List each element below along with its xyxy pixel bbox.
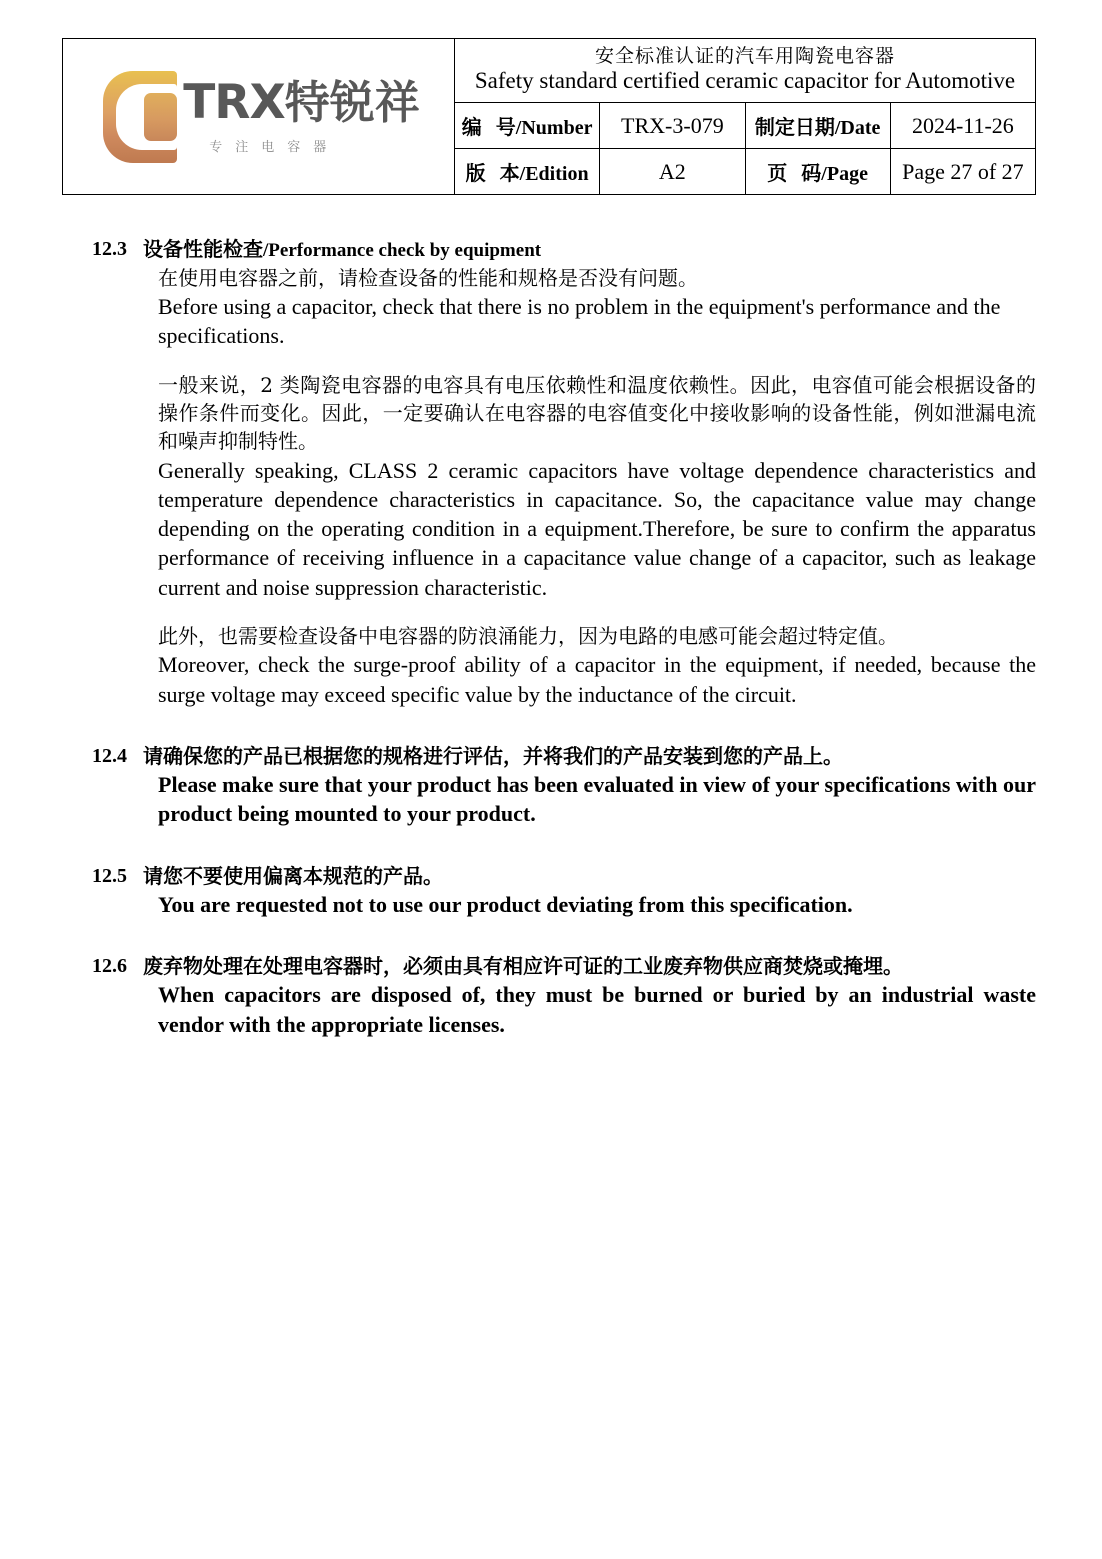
field-label-page-cn1: 页 bbox=[767, 163, 788, 185]
trx-capacitor-c-mark-icon bbox=[103, 71, 177, 163]
section-12-3-title bbox=[143, 236, 541, 264]
section-12-6-heading bbox=[92, 953, 1036, 980]
paragraph-en-bold: Please make sure that your product has been evaluated in view of your specifications with our product being mounted to your product. bbox=[158, 771, 1036, 827]
field-label-edition-cn2: 本 bbox=[499, 163, 520, 185]
field-label-number-cn2: 号 bbox=[495, 117, 516, 139]
paragraph-cn: 此外，也需要检查设备中电容器的防浪涌能力，因为电路的电感可能会超过特定值。 bbox=[158, 623, 898, 648]
section-12-5-title: 请您不要使用偏离本规范的产品。 bbox=[143, 863, 443, 888]
section-12-5-heading bbox=[92, 863, 1036, 890]
paragraph-en: Moreover, check the surge-proof ability of a capacitor in the equipment, if needed, because the surge voltage may exceed specific value by the inductance of the circuit. bbox=[158, 652, 1036, 707]
paragraph-en: Generally speaking, CLASS 2 ceramic capacitors have voltage dependence characteristics and temperature dependence characteristics in capacitance. So, the capacitance value may change depending on the operating condition in a equipment.Therefore, be sure to confirm the apparatus performance of receiving influence in a capacitance value change of a capacitor, such as leakage current and noise suppression characteristic. bbox=[158, 457, 1036, 600]
field-label-edition bbox=[455, 149, 600, 195]
field-value-date: 2024-11-26 bbox=[890, 103, 1035, 149]
section-12-3-body bbox=[92, 264, 1036, 709]
paragraph-en-bold: You are requested not to use our product deviating from this specification. bbox=[158, 891, 853, 917]
document-title-cn: 安全标准认证的汽车用陶瓷电容器 bbox=[594, 44, 895, 67]
logo-wordmark-cn: 特锐祥 bbox=[284, 75, 420, 129]
field-value-number: TRX-3-079 bbox=[600, 103, 745, 149]
field-label-number-en: /Number bbox=[515, 117, 593, 139]
paragraph-en: Before using a capacitor, check that there is no problem in the equipment's performance and the specifications. bbox=[158, 294, 1001, 349]
section-12-4 bbox=[92, 743, 1036, 829]
field-label-page-en: /Page bbox=[821, 163, 868, 185]
document-title-cell bbox=[455, 39, 1036, 103]
section-12-4-body bbox=[92, 770, 1036, 829]
section-12-3-number: 12.3 bbox=[92, 238, 127, 260]
section-12-3 bbox=[92, 236, 1036, 709]
section-12-6-title: 废弃物处理在处理电容器时，必须由具有相应许可证的工业废弃物供应商焚烧或掩埋。 bbox=[143, 954, 903, 979]
logo-wordmark-latin: TRX bbox=[183, 74, 285, 130]
field-label-number-cn1: 编 bbox=[461, 117, 482, 139]
field-label-date bbox=[745, 103, 890, 149]
paragraph-cn: 在使用电容器之前，请检查设备的性能和规格是否没有问题。 bbox=[158, 265, 698, 290]
field-label-edition-en: /Edition bbox=[519, 163, 589, 185]
header-table bbox=[62, 38, 1036, 195]
section-12-4-heading bbox=[92, 743, 1036, 770]
field-label-date-cn: 制定日期 bbox=[754, 117, 835, 139]
document-body bbox=[92, 236, 1036, 1039]
section-12-3-title-cn: 设备性能检查 bbox=[143, 237, 263, 261]
section-12-5-number: 12.5 bbox=[92, 864, 127, 887]
section-12-3-heading bbox=[92, 236, 1036, 264]
field-label-page-cn2: 码 bbox=[801, 163, 822, 185]
document-title-en: Safety standard certified ceramic capacitor for Automotive bbox=[474, 68, 1016, 94]
paragraph-cn: 一般来说，2 类陶瓷电容器的电容具有电压依赖性和温度依赖性。因此，电容值可能会根据设备的操作条件而变化。因此，一定要确认在电容器的电容值变化中接收影响的设备性能，例如泄漏电流和噪声抑制特性。 bbox=[158, 372, 1036, 454]
field-value-page: Page 27 of 27 bbox=[890, 149, 1035, 195]
section-12-6 bbox=[92, 953, 1036, 1039]
company-logo-cell bbox=[63, 39, 455, 195]
field-value-edition: A2 bbox=[600, 149, 745, 195]
document-header bbox=[62, 38, 1036, 186]
field-label-number bbox=[455, 103, 600, 149]
section-12-4-number: 12.4 bbox=[92, 744, 127, 767]
section-12-4-title: 请确保您的产品已根据您的规格进行评估，并将我们的产品安装到您的产品上。 bbox=[143, 743, 843, 768]
section-12-3-title-en: /Performance check by equipment bbox=[263, 240, 542, 261]
section-12-6-number: 12.6 bbox=[92, 955, 127, 978]
paragraph-en-bold: When capacitors are disposed of, they must be burned or buried by an industrial waste vendor with the appropriate licenses. bbox=[158, 982, 1036, 1037]
logo-tagline: 专注电容器 bbox=[209, 139, 340, 155]
field-label-date-en: /Date bbox=[834, 117, 881, 139]
section-12-5 bbox=[92, 863, 1036, 919]
field-label-edition-cn1: 版 bbox=[465, 163, 486, 185]
section-12-6-body bbox=[92, 980, 1036, 1039]
logo-wordmark bbox=[183, 74, 420, 130]
field-label-page bbox=[745, 149, 890, 195]
section-12-5-body bbox=[92, 890, 1036, 919]
